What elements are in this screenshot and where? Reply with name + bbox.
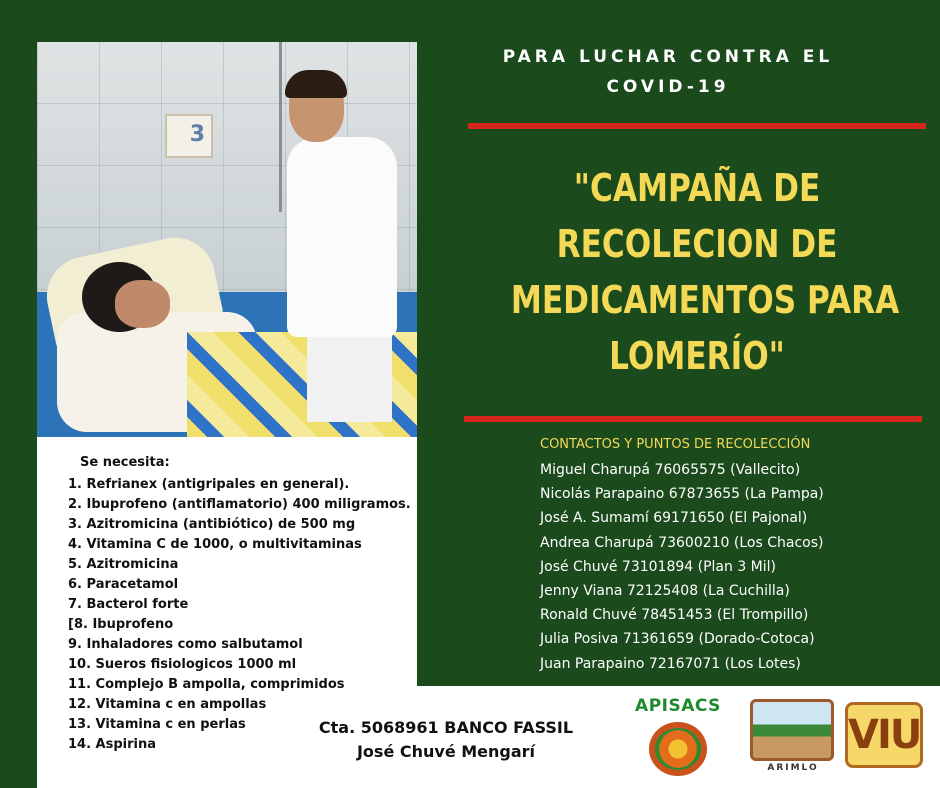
apisacs-emblem-icon [649, 722, 707, 776]
needs-item: 11. Complejo B ampolla, comprimidos [68, 677, 345, 692]
tagline-line-1: PARA LUCHAR CONTRA EL [502, 47, 834, 67]
headline-line: LOMERÍO" [609, 334, 785, 378]
contacts-list [540, 458, 824, 676]
contact-item: José Chuvé 73101894 (Plan 3 Mil) [540, 558, 777, 575]
needs-item: 4. Vitamina C de 1000, o multivitaminas [68, 537, 362, 552]
iv-pole [279, 42, 282, 212]
headline-line: "CAMPAÑA DE [573, 166, 821, 210]
needs-title: Se necesita: [80, 455, 170, 470]
needs-item: 1. Refrianex (antigripales en general). [68, 477, 350, 492]
needs-item: 13. Vitamina c en perlas [68, 717, 246, 732]
nurse-hair [285, 70, 347, 98]
contact-item: Julia Posiva 71361659 (Dorado-Cotoca) [540, 631, 815, 648]
arimlo-logo [750, 699, 836, 779]
apisacs-logo-label: APISACS [635, 696, 721, 716]
needs-item: 2. Ibuprofeno (antiflamatorio) 400 miligramos. [68, 497, 411, 512]
contact-item: Nicolás Parapaino 67873655 (La Pampa) [540, 486, 824, 503]
headline-line: RECOLECION DE [556, 222, 838, 266]
bank-account-holder: José Chuvé Mengarí [356, 742, 536, 761]
arimlo-church-icon [750, 699, 834, 761]
needs-item: 9. Inhaladores como salbutamol [68, 637, 303, 652]
headline-line: MEDICAMENTOS PARA [510, 278, 900, 322]
needs-item: 5. Azitromicina [68, 557, 179, 572]
apisacs-logo [628, 696, 728, 778]
viu-logo: VIU [845, 702, 923, 768]
nurse-uniform [287, 137, 397, 337]
needs-item: 6. Paracetamol [68, 577, 179, 592]
contact-item: Ronald Chuvé 78451453 (El Trompillo) [540, 607, 809, 624]
needs-item: 12. Vitamina c en ampollas [68, 697, 267, 712]
contact-item: Jenny Viana 72125408 (La Cuchilla) [540, 582, 790, 599]
wall-poster [165, 114, 213, 158]
needs-item: [8. Ibuprofeno [68, 617, 174, 632]
needs-item: 3. Azitromicina (antibiótico) de 500 mg [68, 517, 356, 532]
contacts-title: CONTACTOS Y PUNTOS DE RECOLECCIÓN [540, 437, 811, 452]
bank-account [310, 716, 582, 764]
bank-account-number: Cta. 5068961 BANCO FASSIL [318, 718, 574, 737]
tagline-line-2: COVID-19 [606, 77, 730, 97]
contact-item: José A. Sumamí 69171650 (El Pajonal) [540, 510, 808, 527]
contact-item: Juan Parapaino 72167071 (Los Lotes) [540, 655, 801, 672]
campaign-headline [510, 160, 900, 384]
hospital-photo [37, 42, 417, 437]
arimlo-logo-label: ARIMLO [767, 763, 819, 773]
tagline [468, 42, 868, 102]
contact-item: Andrea Charupá 73600210 (Los Chacos) [540, 534, 824, 551]
divider-top [468, 123, 926, 129]
patient-face [115, 280, 170, 328]
needs-item: 7. Bacterol forte [68, 597, 189, 612]
needs-item: 10. Sueros fisiologicos 1000 ml [68, 657, 297, 672]
needs-list [68, 475, 411, 755]
needs-item: 14. Aspirina [68, 737, 157, 752]
contact-item: Miguel Charupá 76065575 (Vallecito) [540, 462, 801, 478]
divider-bottom [464, 416, 922, 422]
